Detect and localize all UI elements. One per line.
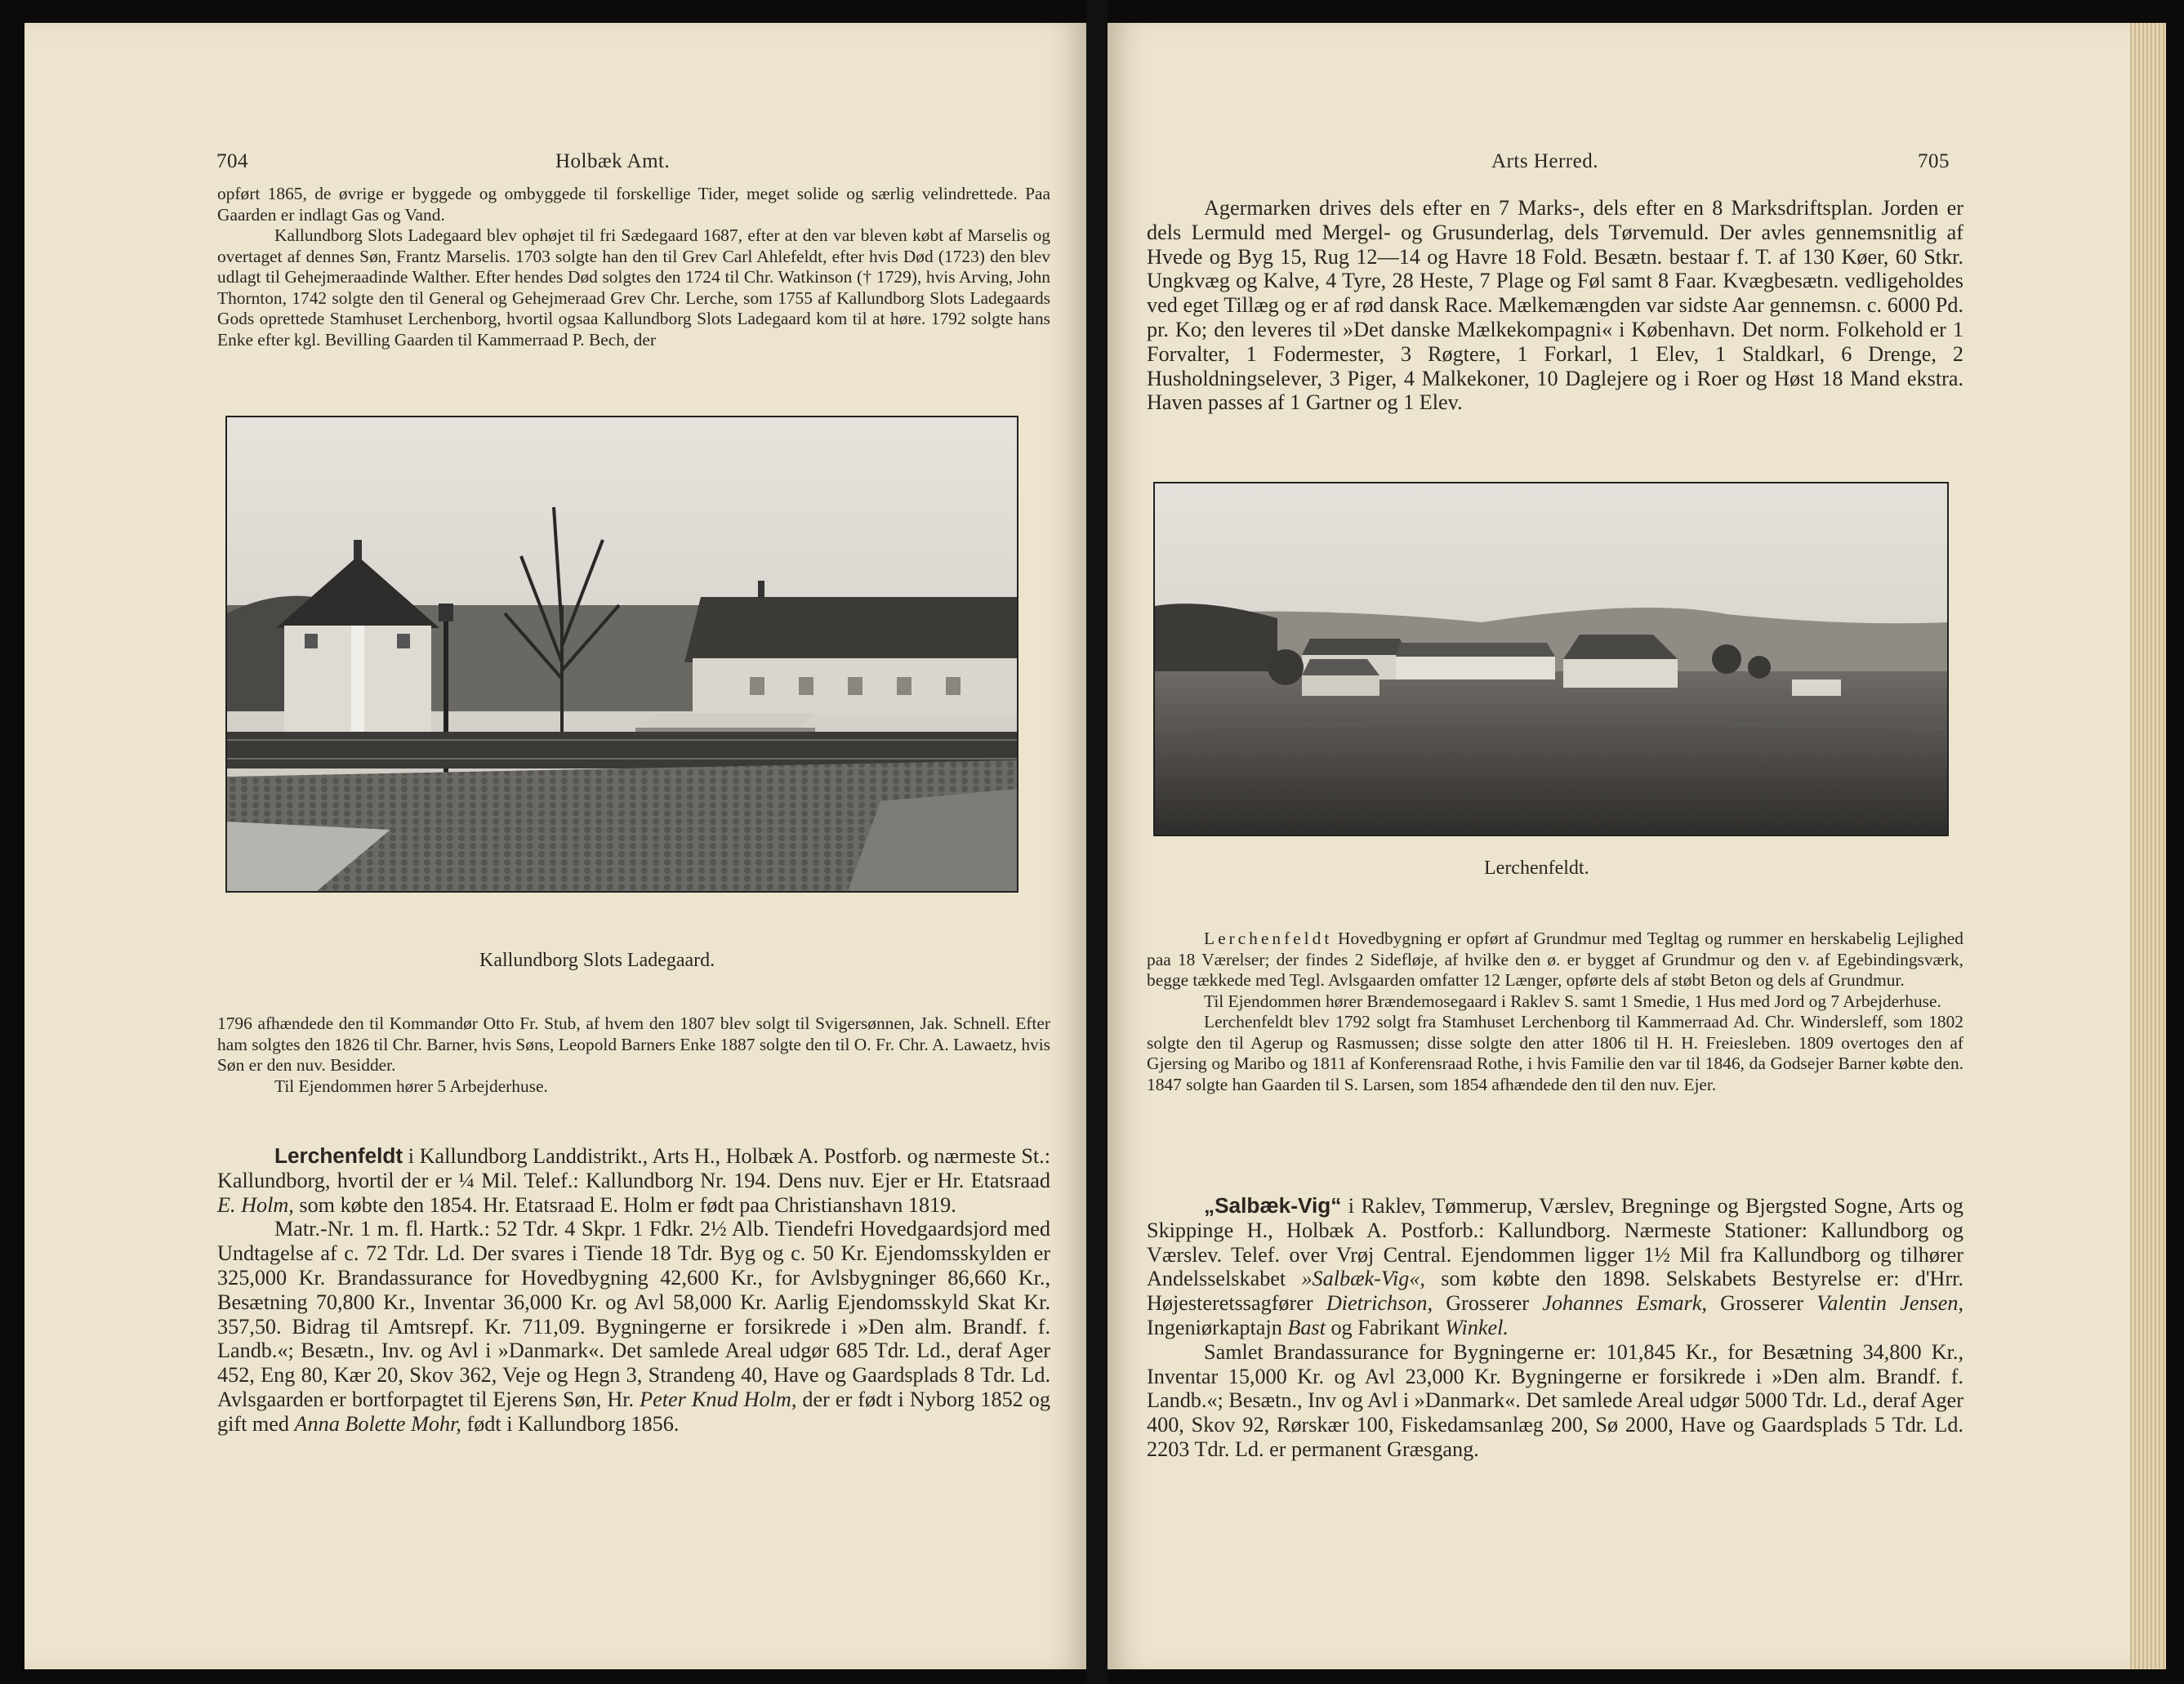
paragraph: Agermarken drives dels efter en 7 Marks-, dels efter en 8 Marksdriftsplan. Jorden er dels Lermuld med Mergel- og Grusunderlag, dels Tørvemuld. Der avles gennemsnitlig af Hvede og Byg 15, Rug 12—14 og Havre 18 Fold. Besætn. bestaar f. T. af 130 Køer, 60 Stkr. Ungkvæg og Kalve, 4 Tyre, 28 Heste, 7 Plage og Føl samt 8 Faar. Kvægbesætn. vedligeholdes ved eget Tillæg og er af rød dansk Race. Mælkemængden var sidste Aar gennemsn. c. 6000 Pd. pr. Ko; den leveres til »Det danske Mælkekompagni« i København. Det norm. Folkehold er 1 Forvalter, 1 Fodermester, 3 Røgtere, 1 Forkarl, 1 Elev, 1 Staldkarl, 6 Drenge, 2 Husholdningselever, 3 Piger, 4 Malkekoner, 10 Daglejere og i Roer og Høst 18 Mand ekstra. Haven passes af 1 Gartner og 1 Elev. — [1147, 196, 1963, 415]
entry-text: født i Kallundborg 1856. — [461, 1411, 680, 1436]
paragraph: Til Ejendommen hører Brændemosegaard i Raklev S. samt 1 Smedie, 1 Hus med Jord og 7 Arbejderhuse. — [1204, 991, 1941, 1011]
entry-lerchenfeldt — [217, 1144, 1050, 1437]
photo-caption: Lerchenfeldt. — [1484, 858, 1589, 879]
paragraph: 1796 afhændede den til Kommandør Otto Fr. Stub, af hvem den 1807 blev solgt til Svigersønnen, Jak. Schnell. Efter ham solgtes den 1826 til Chr. Barner, hvis Søns, Leopold Barners Enke 1887 solgte den til O. Fr. Chr. A. Lawaetz, hvis Søn er den nuv. Besidder. — [217, 1014, 1050, 1075]
photo-illustration — [1155, 483, 1947, 835]
person-name: Bast — [1287, 1315, 1326, 1339]
entry-heading: „Salbæk-Vig“ — [1204, 1193, 1342, 1218]
wife-name: Anna Bolette Mohr, — [294, 1411, 461, 1436]
entry-text: Ingeniørkaptajn — [1147, 1315, 1288, 1339]
paragraph: Kallundborg Slots Ladegaard blev ophøjet til fri Sædegaard 1687, efter at den var bleven købt af Marselis og overtaget af dennes Søn, Frantz Marselis. 1703 solgte han den til Grev Carl Ahlefeldt, efter hvis Død (1723) den blev udlagt til Gehejmeraadinde Walther. Efter hendes Død solgtes den 1724 til Chr. Watkinson († 1729), hvis Arving, John Thornton, 1742 solgte den til General og Gehejmeraad Grev Chr. Lerche, som 1755 af Kallundborg Slots Ladegaards Gods oprettede Stamhuset Lerchenborg, hvortil ogsaa Kallundborg Slots Ladegaard kom til at høre. 1792 solgte hans Enke efter kgl. Bevilling Gaarden til Kammerraad P. Bech, der — [217, 225, 1050, 350]
entry-text: som købte den 1898. Selskabets Bestyrelse er: d'Hrr. Højesteretssagfører — [1147, 1267, 1964, 1316]
company-name: »Salbæk-Vig«, — [1301, 1267, 1425, 1291]
entry-text: Grosserer — [1433, 1291, 1543, 1316]
running-head: Holbæk Amt. — [555, 150, 671, 172]
description-text — [1147, 929, 1963, 1095]
paragraph: opført 1865, de øvrige er byggede og ombyggede til forskellige Tider, meget solide og særlig velindrettede. Paa Gaarden er indlagt Gas og Vand. — [217, 184, 1050, 225]
photo-kallundborg-slots-ladegaard — [225, 416, 1018, 893]
running-head: Arts Herred. — [1491, 150, 1598, 172]
son-name: Peter Knud Holm, — [640, 1387, 797, 1411]
entry-heading: Lerchenfeldt — [274, 1143, 403, 1168]
paragraph: Til Ejendommen hører 5 Arbejderhuse. — [274, 1076, 548, 1096]
right-page — [1108, 23, 2166, 1669]
page-number: 705 — [1918, 150, 1950, 172]
entry-text: Matr.-Nr. 1 m. fl. Hartk.: 52 Tdr. 4 Skpr. 1 Fdkr. 2½ Alb. Tiendefri Hovedgaardsjord med Undtagelse af c. 72 Tdr. Ld. Der svares i Tiende 18 Tdr. Byg og c. 50 Kr. Ejendomsskylden er 325,000 Kr. Brandassurance for Hovedbygning 42,600 Kr., for Avlsbygninger 86,660 Kr., Besætning 70,800 Kr., Inventar 36,000 Kr. og Avl 58,000 Kr. Aarlig Ejendomsskyld Skat Kr. 357,50. Bidrag til Amtsrepf. Kr. 711,09. Bygningerne er forsikrede i »Den alm. Brandf. f. Landb.«; Besætn., Inv. og Avl i »Danmark«. Det samlede Areal udgør 685 Tdr. Ld., deraf Ager 452, Eng 80, Kær 20, Skov 362, Veje og Hegn 3, Strandeng 40, Have og Gaardsplads 8 Tdr. Ld. Avlsgaarden er bortforpagtet til Ejerens Søn, Hr. — [217, 1217, 1050, 1411]
entry-text: der er født i Nyborg 1852 og gift med — [217, 1387, 1050, 1436]
person-name: Dietrichson, — [1326, 1291, 1433, 1316]
entry-text: og Fabrikant — [1325, 1315, 1446, 1339]
paragraph: Hovedbygning er opført af Grundmur med Tegltag og rummer en herskabelig Lejlighed paa 18 Værelser; der findes 2 Sidefløje, af hvilke den ø. er bygget af Grundmur og den v. af Egebindingsværk, begge tækkede med Tegl. Avlsgaarden omfatter 12 Længer, opførte dels af støbt Beton og dels af Grundmur. — [1147, 929, 1963, 990]
entry-salbaek-vig — [1147, 1194, 1963, 1462]
owner-name: E. Holm, — [217, 1192, 294, 1217]
entry-name: Lerchenfeldt — [1204, 929, 1333, 948]
person-name: Winkel. — [1445, 1315, 1509, 1339]
page-number: 704 — [216, 150, 248, 172]
left-page — [25, 23, 1086, 1669]
paragraph: Lerchenfeldt blev 1792 solgt fra Stamhuset Lerchenborg til Kammerraad Ad. Chr. Windersleff, som 1802 solgte den til Agerup og Rasmussen; disse solgte den atter 1806 til H. H. Freiesleben. 1809 overtoges den af Gjersing og Maribo og 1811 af Konferensraad Rothe, i hvis Familie den var til 1846, da Godsejer Barner købte den. 1847 solgte han Gaarden til S. Larsen, som 1854 afhændede den til den nuv. Ejer. — [1147, 1012, 1963, 1094]
photo-illustration — [227, 417, 1017, 891]
entry-text: i Raklev, Tømmerup, Værslev, Bregninge og Bjergsted Sogne, Arts og Skippinge H., Holbæk A. Postforb.: Kallundborg. Nærmeste Stationer: Kallundborg og Værslev. Telef. over Vrøj Central. Ejendommen ligger 1½ Mil fra Kallundborg og tilhører Andelsselskabet — [1147, 1194, 1963, 1291]
top-text — [1147, 196, 1963, 415]
top-text — [217, 184, 1050, 350]
entry-text: Grosserer — [1706, 1291, 1817, 1316]
person-name: Johannes Esmark, — [1542, 1291, 1707, 1316]
entry-text: i Kallundborg Landdistrikt., Arts H., Holbæk A. Postforb. og nærmeste St.: Kallundborg, hvortil der er ¼ Mil. Telef.: Kallundborg Nr. 194. Dens nuv. Ejer er Hr. Etatsraad — [217, 1144, 1050, 1192]
after-photo-text — [217, 1014, 1050, 1097]
person-name: Valentin Jensen, — [1816, 1291, 1964, 1316]
photo-lerchenfeldt — [1153, 482, 1949, 836]
photo-caption: Kallundborg Slots Ladegaard. — [479, 950, 715, 971]
book-binding — [1086, 0, 1108, 1684]
paragraph: Samlet Brandassurance for Bygningerne er: 101,845 Kr., for Besætning 34,800 Kr., Inventar 15,000 Kr. og Avl 23,000 Kr. Bygningerne er forsikrede i »Den alm. Brandf. f. Landb.«; Besætn., Inv og Avl i »Danmark«. Det samlede Areal udgør 5000 Tdr. Ld., deraf Ager 400, Skov 92, Rørskær 100, Fiskedamsanlæg 200, Sø 2000, Have og Gaardsplads 5 Tdr. Ld. 2203 Tdr. Ld. er permanent Græsgang. — [1147, 1339, 1963, 1461]
entry-text: som købte den 1854. Hr. Etatsraad E. Holm er født paa Christianshavn 1819. — [293, 1192, 956, 1217]
